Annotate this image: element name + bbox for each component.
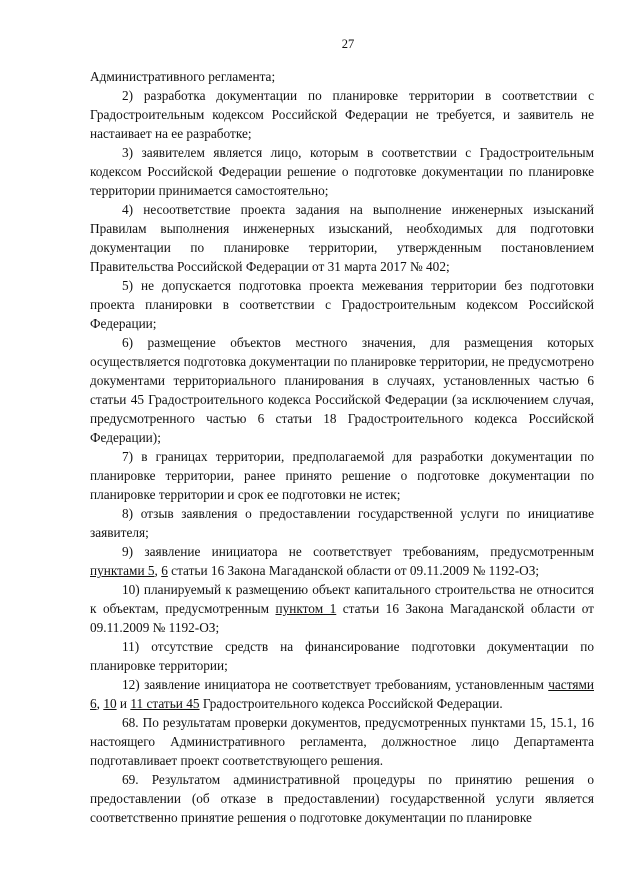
law-reference-link[interactable]: пунктом 1 [275,601,337,616]
paragraph-68: 68. По результатам проверки документов, предусмотренных пунктами 15, 15.1, 16 настоящего Административного регламента, должностное лицо Департамента подготавливает проект соответствующего решения. [90,715,594,768]
law-reference-link[interactable]: частями 6 [90,677,594,711]
paragraph-text: 10) планируемый к размещению объект капитального строительства не относится к объектам, предусмотренным [90,582,594,616]
paragraph-text: и [116,696,131,711]
page-number: 27 [341,37,355,51]
paragraph-text: статьи 16 Закона Магаданской области от 09.11.2009 № 1192-ОЗ; [167,563,540,578]
paragraph-item-5: 5) не допускается подготовка проекта межевания территории без подготовки проекта планировки в соответствии с Градостроительным кодексом Российской Федерации; [90,278,594,331]
paragraph-item-6: 6) размещение объектов местного значения, для размещения которых осуществляется подготовка документации по планировке территории, не предусмотрено документами территориального планирования в случаях, установленных частью 6 статьи 45 Градостроительного кодекса Российской Федерации (за исключением случая, предусмотренного частью 6 статьи 18 Градостроительного кодекса Российской Федерации); [90,335,594,445]
paragraph-item-7: 7) в границах территории, предполагаемой для разработки документации по планировке территории, ранее принято решение о подготовке документации по планировке территории и срок ее подготовки не истек; [90,449,594,502]
paragraph-text: 12) заявление инициатора не соответствует требованиям, установленным [122,677,549,692]
paragraph-item-11: 11) отсутствие средств на финансирование подготовки документации по планировке территории; [90,639,594,673]
paragraph-69: 69. Результатом административной процедуры по принятию решения о предоставлении (об отказе в предоставлении) государственной услуги является соответственно принятие решения о подготовке документации по планировке [90,772,594,825]
paragraph-item-12 [90,675,594,713]
law-reference-link[interactable]: пунктами 5 [90,563,155,578]
paragraph-text: статьи 16 Закона Магаданской области от 09.11.2009 № 1192-ОЗ; [90,601,594,635]
paragraph-text: Градостроительного кодекса Российской Федерации. [199,696,503,711]
law-reference-link[interactable]: 11 статьи 45 [130,696,200,711]
paragraph-item-9 [90,542,594,580]
paragraph-item-3: 3) заявителем является лицо, которым в соответствии с Градостроительным кодексом Российской Федерации решение о подготовке документации по планировке территории принимается самостоятельно; [90,145,594,198]
paragraph-continuation: Административного регламента; [90,69,276,84]
law-reference-link[interactable]: 6 [161,563,168,578]
paragraph-item-10 [90,580,594,637]
paragraph-item-2: 2) разработка документации по планировке территории в соответствии с Градостроительным кодексом Российской Федерации не требуется, и заявитель не настаивает на ее разработке; [90,88,594,141]
paragraph-text: , [154,563,162,578]
paragraph-text: , [96,696,104,711]
law-reference-link[interactable]: 10 [103,696,117,711]
paragraph-text: 9) заявление инициатора не соответствует требованиям, предусмотренным [122,544,594,559]
paragraph-item-8: 8) отзыв заявления о предоставлении государственной услуги по инициативе заявителя; [90,506,594,540]
paragraph-item-4: 4) несоответствие проекта задания на выполнение инженерных изысканий Правилам выполнения инженерных изысканий, необходимых для подготовки документации по планировке территории, утвержденным постановлением Правительства Российской Федерации от 31 марта 2017 № 402; [90,202,594,274]
